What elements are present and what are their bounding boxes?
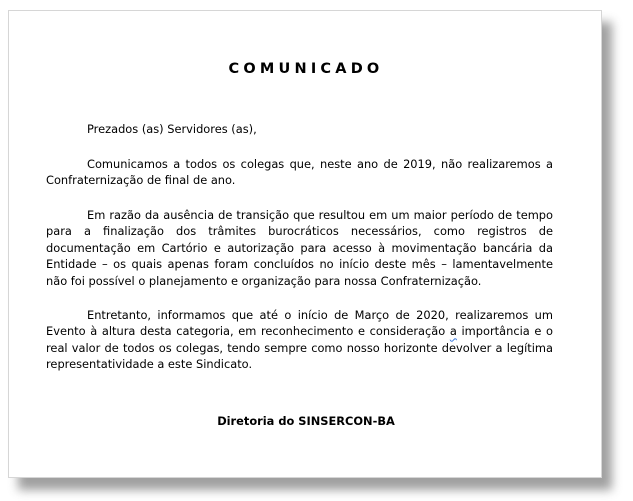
paragraph-future-event: [46, 307, 553, 373]
paragraph-text-after: importância e o real valor de todos os colegas, tendo sempre como nosso horizonte devolver a legítima representatividade a este Sindicato.: [46, 324, 553, 372]
paragraph-reason: [46, 207, 553, 289]
grammar-flagged-word: a: [449, 324, 457, 339]
paragraph-announcement: [46, 156, 553, 189]
paragraph-text-before: Entretanto, informamos que até o início de Março de 2020, realizaremos um Evento à altura desta categoria, em reconhecimento e consideração: [46, 308, 553, 339]
paragraph-text: [46, 307, 553, 373]
document-page: [8, 10, 602, 478]
signature: Diretoria do SINSERCON-BA: [217, 414, 395, 428]
paragraph-text: Comunicamos a todos os colegas que, neste ano de 2019, não realizaremos a Confraternização de final de ano.: [46, 157, 553, 188]
paragraph-text: Em razão da ausência de transição que resultou em um maior período de tempo para a finalização dos trâmites burocráticos necessários, como registros de documentação em Cartório e autorização para acesso à movimentação bancária da Entidade – os quais apenas foram concluídos no início deste mês – lamentavelmente não foi possível o planejamento e organização para nossa Confraternização.: [46, 208, 553, 288]
greeting: Prezados (as) Servidores (as),: [87, 122, 257, 136]
document-title: COMUNICADO: [228, 61, 384, 77]
